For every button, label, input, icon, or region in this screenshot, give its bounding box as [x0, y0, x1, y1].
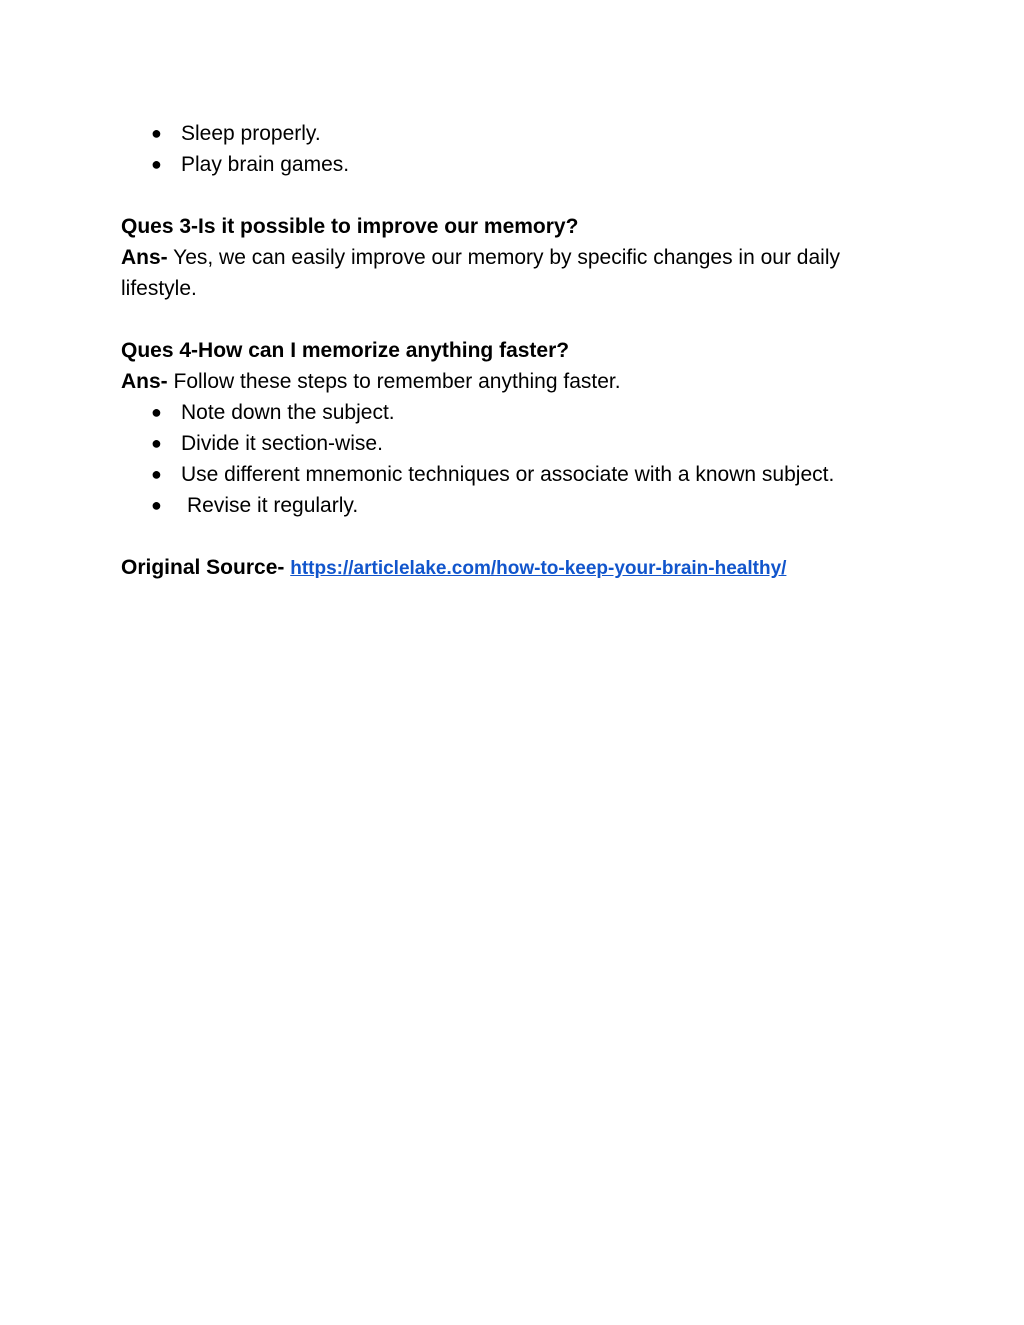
list-item — [121, 428, 901, 459]
bullet-icon: ● — [151, 123, 162, 143]
list-item-text: Play brain games. — [181, 153, 350, 176]
bullet-icon: ● — [151, 495, 162, 515]
paragraph-gap — [121, 521, 901, 552]
list-item-text: Sleep properly. — [181, 122, 321, 145]
answer-4 — [121, 366, 901, 397]
bullet-icon: ● — [151, 402, 162, 422]
bullet-icon: ● — [151, 154, 162, 174]
list-item — [121, 149, 901, 180]
list-item — [121, 459, 901, 490]
list-item-text: Note down the subject. — [181, 401, 395, 424]
document-page — [121, 118, 901, 584]
list-item — [121, 118, 901, 149]
list-item — [121, 397, 901, 428]
list-item-text: Revise it regularly. — [187, 494, 359, 517]
question-3-heading: Ques 3-Is it possible to improve our memory? — [121, 215, 579, 238]
answer-label: Ans- — [121, 246, 168, 269]
bullet-icon: ● — [151, 464, 162, 484]
answer-3 — [121, 242, 901, 304]
paragraph-gap — [121, 180, 901, 211]
answer-label: Ans- — [121, 370, 168, 393]
source-link[interactable]: https://articlelake.com/how-to-keep-your-brain-healthy/ — [290, 558, 787, 579]
brain-tips-list — [121, 118, 901, 180]
answer-text: Follow these steps to remember anything faster. — [167, 370, 621, 393]
memorize-steps-list — [121, 397, 901, 521]
paragraph-gap — [121, 304, 901, 335]
question-4-heading: Ques 4-How can I memorize anything faster? — [121, 339, 570, 362]
answer-text: Yes, we can easily improve our memory by specific changes in our daily lifestyle. — [121, 246, 840, 300]
source-line — [121, 552, 901, 584]
bullet-icon: ● — [151, 433, 162, 453]
source-label: Original Source- — [121, 556, 285, 579]
list-item-text: Divide it section-wise. — [181, 432, 383, 455]
list-item-text: Use different mnemonic techniques or associate with a known subject. — [181, 463, 835, 486]
list-item — [121, 490, 901, 521]
